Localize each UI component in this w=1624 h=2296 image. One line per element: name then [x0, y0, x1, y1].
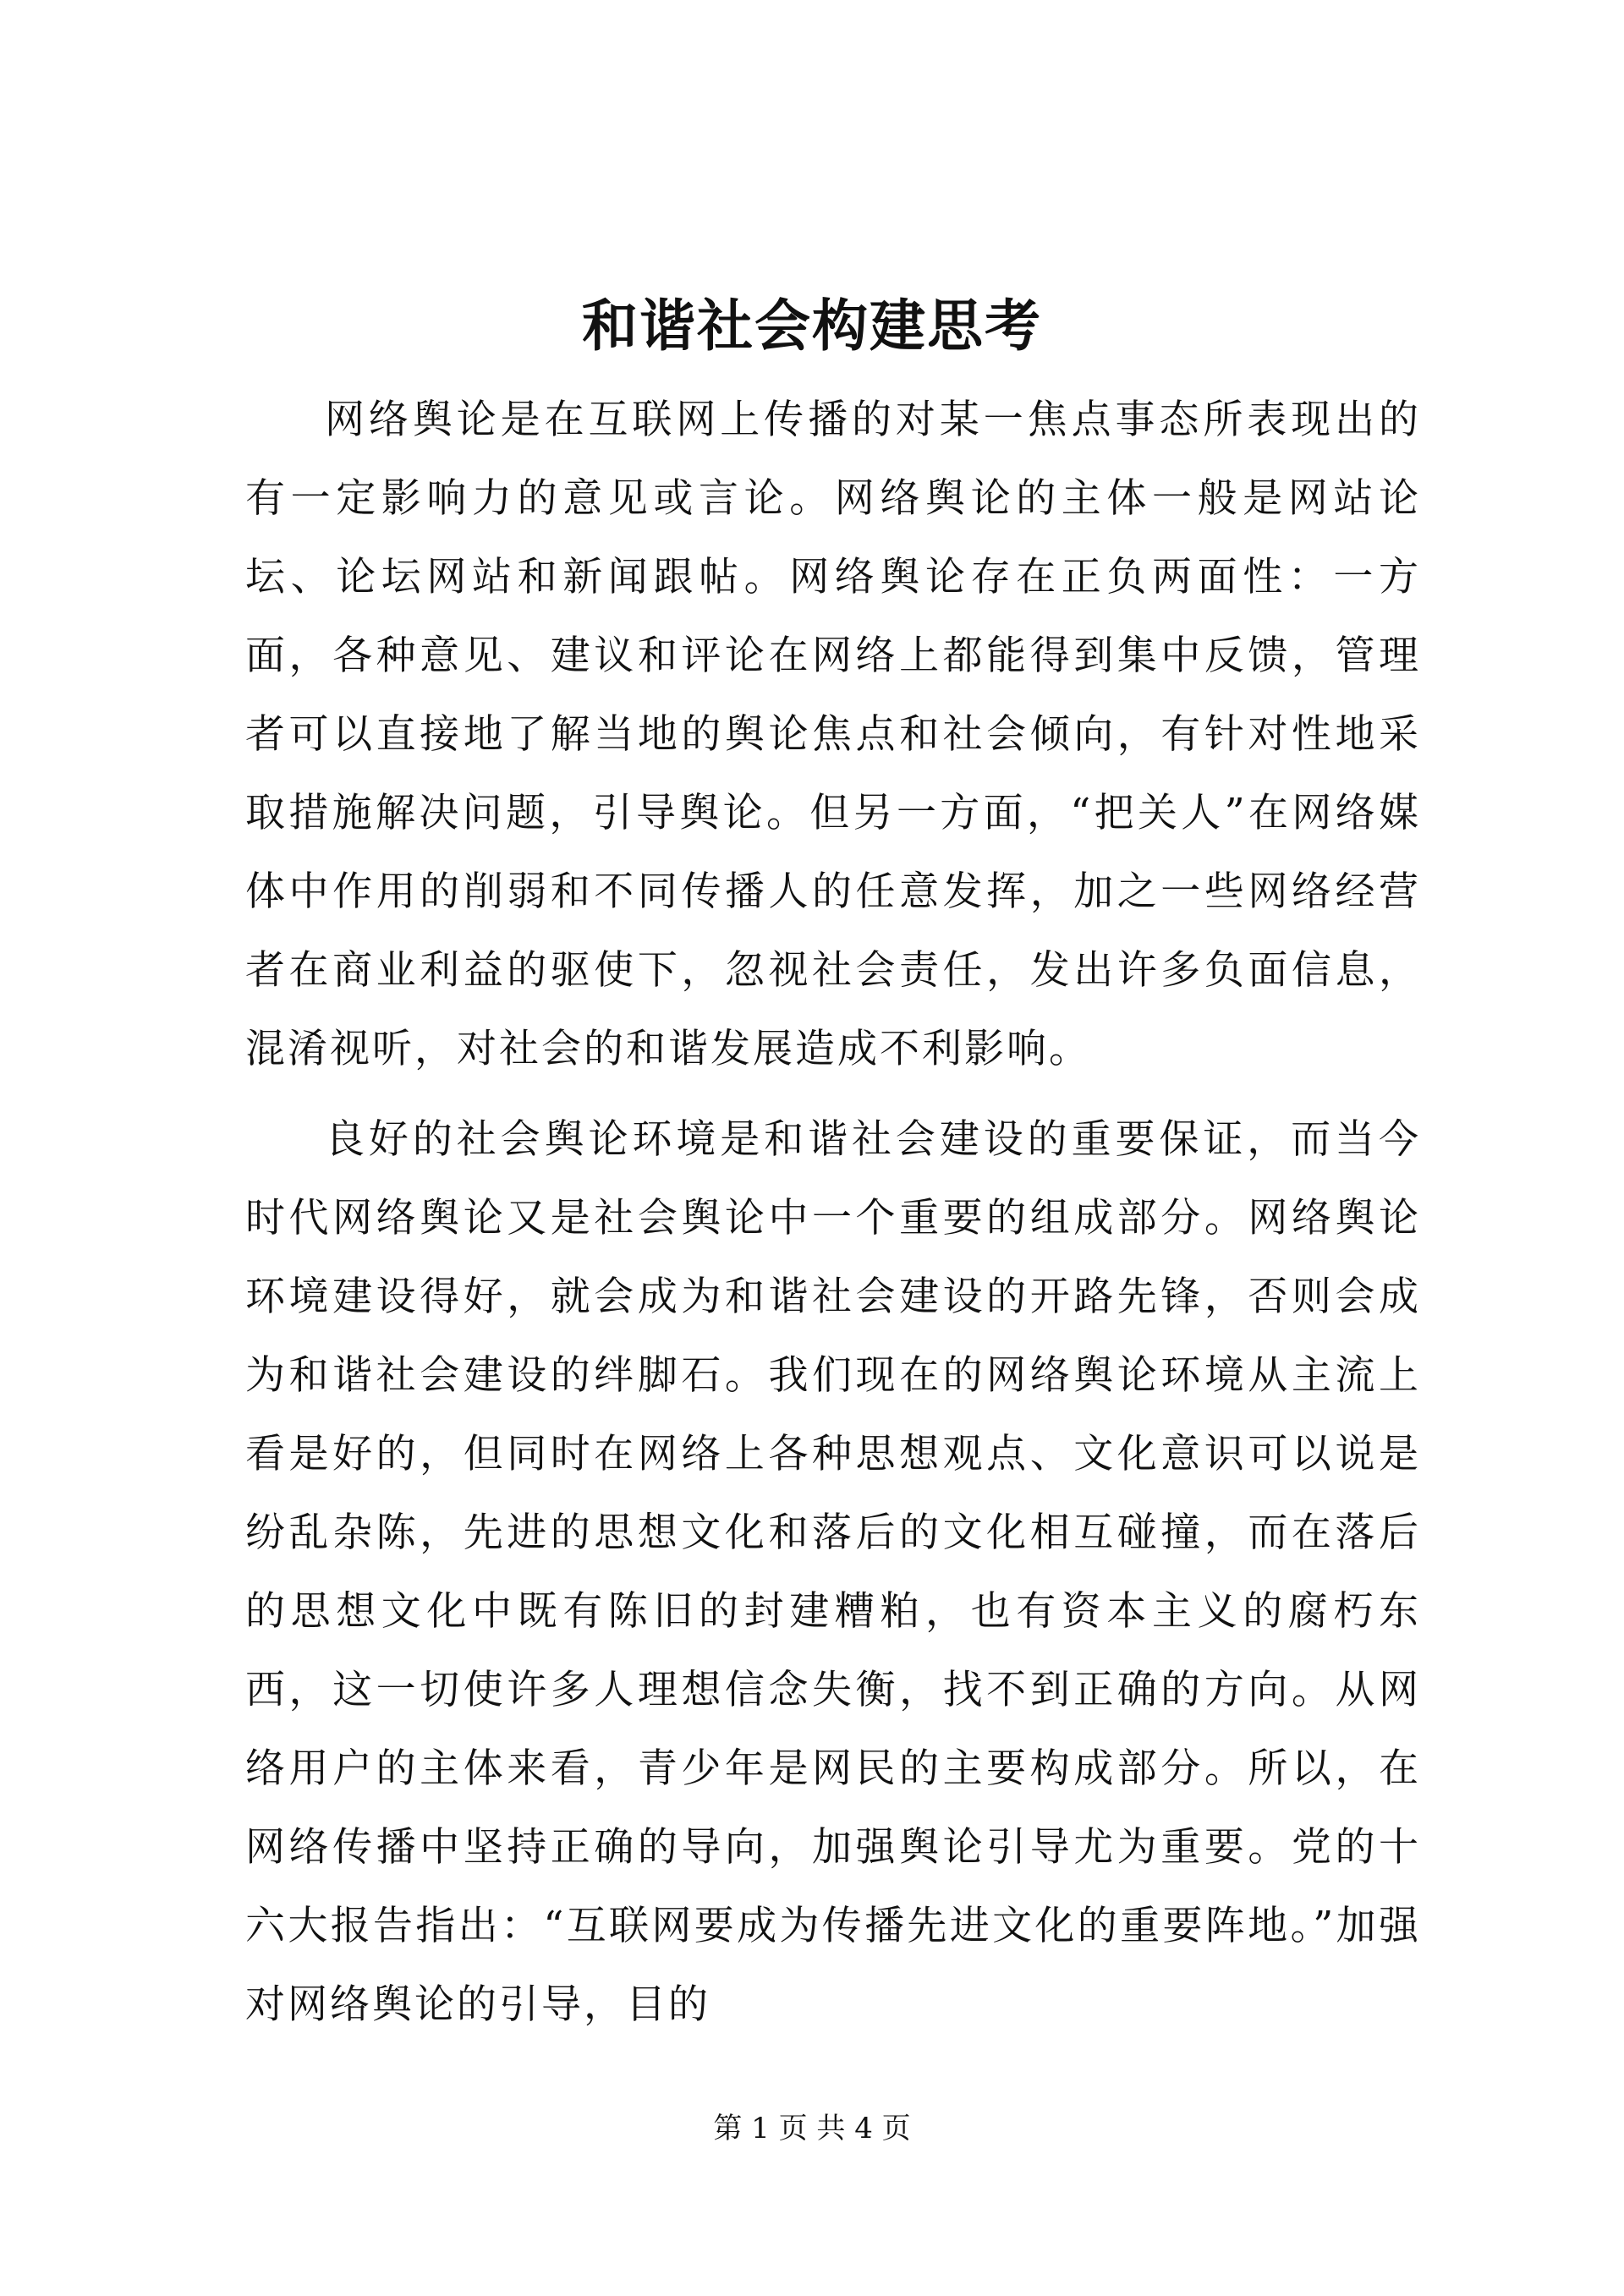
- document-title: 和谐社会构建思考: [582, 293, 1042, 359]
- document-body: [245, 381, 1421, 2056]
- paragraph-1: 网络舆论是在互联网上传播的对某一焦点事态所表现出的有一定影响力的意见或言论。网络舆论的主体一般是网站论坛、论坛网站和新闻跟帖。网络舆论存在正负两面性：一方面，各种意见、建议和评论在网络上都能得到集中反馈，管理者可以直接地了解当地的舆论焦点和社会倾向，有针对性地采取措施解决问题，引导舆论。但另一方面，“把关人”在网络媒体中作用的削弱和不同传播人的任意发挥，加之一些网络经营者在商业利益的驱使下，忽视社会责任，发出许多负面信息，混淆视听，对社会的和谐发展造成不利影响。: [245, 397, 1421, 1072]
- page-footer: 第 1 页 共 4 页: [713, 2112, 911, 2145]
- paragraph-2: 良好的社会舆论环境是和谐社会建设的重要保证，而当今时代网络舆论又是社会舆论中一个重要的组成部分。网络舆论环境建设得好，就会成为和谐社会建设的开路先锋，否则会成为和谐社会建设的绊脚石。我们现在的网络舆论环境从主流上看是好的，但同时在网络上各种思想观点、文化意识可以说是纷乱杂陈，先进的思想文化和落后的文化相互碰撞，而在落后的思想文化中既有陈旧的封建糟粕，也有资本主义的腐朽东西，这一切使许多人理想信念失衡，找不到正确的方向。从网络用户的主体来看，青少年是网民的主要构成部分。所以，在网络传播中坚持正确的导向，加强舆论引导尤为重要。党的十六大报告指出：“互联网要成为传播先进文化的重要阵地。”加强对网络舆论的引导，目的: [245, 1116, 1421, 2028]
